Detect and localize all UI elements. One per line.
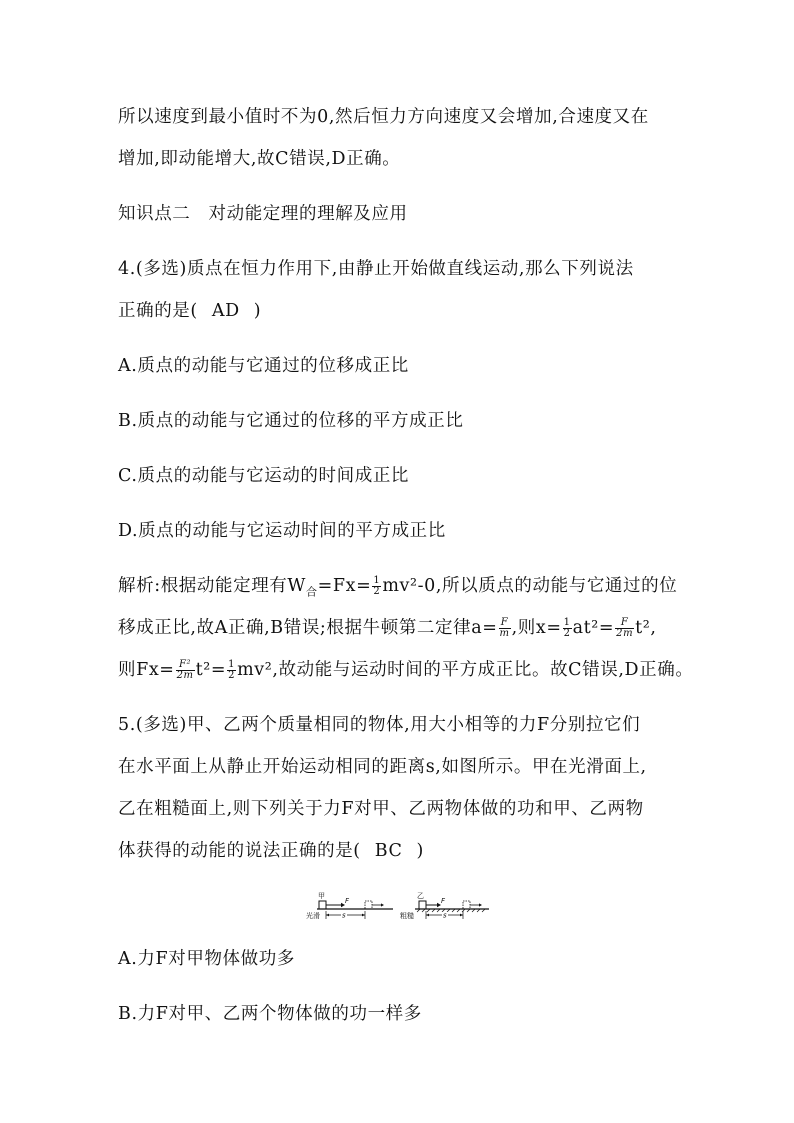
fraction: $\frac{1}{2}$ [563,617,571,639]
solution-text: mv²-0,所以质点的动能与它通过的位 [382,576,678,596]
question-5-stem: 5.(多选)甲、乙两个质量相同的物体,用大小相等的力F分别拉它们 [118,715,641,735]
solution-text: ,则x= [511,618,562,638]
fraction: $\frac{1}{2}$ [373,575,381,597]
stem-text: 体获得的动能的说法正确的是( [118,841,361,861]
paragraph-line: 增加,即动能增大,故C错误,D正确。 [118,149,401,169]
solution-line [118,574,677,605]
option-c: C.质点的动能与它运动的时间成正比 [118,466,410,486]
option-b: B.质点的动能与它通过的位移的平方成正比 [118,411,464,431]
block-end-position [365,901,372,909]
subscript: 合 [305,585,318,599]
solution-text: t²= [195,660,227,680]
distance-label: s [342,911,346,920]
option-d: D.质点的动能与它运动时间的平方成正比 [118,521,446,541]
surface-rough-label: 粗糙 [400,912,414,920]
solution-text: at²= [572,618,615,638]
force-diagram [305,885,490,921]
surface-smooth-label: 光滑 [306,912,320,920]
block-jia-label: 甲 [318,892,325,900]
question-5-stem-cont [118,839,424,863]
block-jia [319,901,326,909]
section-heading: 知识点二 对动能定理的理解及应用 [118,204,408,224]
question-4-stem: 4.(多选)质点在恒力作用下,由静止开始做直线运动,那么下列说法 [118,259,634,279]
stem-text: ) [253,301,262,321]
fraction: $\frac{\text{F²}}{2m}$ [176,659,194,681]
block-end-position [463,901,470,909]
paragraph-line: 所以速度到最小值时不为0,然后恒力方向速度又会增加,合速度又在 [118,107,649,127]
question-4-answer: AD [211,301,240,321]
block-yi-label: 乙 [417,892,424,900]
question-5-stem-cont: 乙在粗糙面上,则下列关于力F对甲、乙两物体做的功和甲、乙两物 [118,799,644,819]
option-a: A.质点的动能与它通过的位移成正比 [118,356,409,376]
fraction: $\frac{F}{m}$ [499,617,510,639]
solution-text: 解析:根据动能定理有W [118,576,306,596]
block-yi [419,901,426,909]
fraction: $\frac{F}{2m}$ [616,617,634,639]
solution-text: t², [635,618,657,638]
stem-text: ) [416,841,424,861]
force-label: F [345,897,350,905]
solution-text: 则Fx= [118,660,175,680]
solution-line [118,658,693,682]
solution-text: =Fx= [317,576,372,596]
force-label: F [441,897,446,905]
question-5-answer: BC [374,841,403,861]
stem-text: 正确的是( [118,301,198,321]
option-a: A.力F对甲物体做功多 [118,949,295,969]
solution-text: 移成正比,故A正确,B错误;根据牛顿第二定律a= [118,618,498,638]
distance-label: s [443,911,447,920]
fraction: $\frac{1}{2}$ [228,659,236,681]
question-5-stem-cont: 在水平面上从静止开始运动相同的距离s,如图所示。甲在光滑面上, [118,757,647,777]
solution-line [118,616,657,640]
solution-text: mv²,故动能与运动时间的平方成正比。故C错误,D正确。 [237,660,694,680]
option-b: B.力F对甲、乙两个物体做的功一样多 [118,1004,422,1024]
question-4-stem-cont [118,299,261,323]
